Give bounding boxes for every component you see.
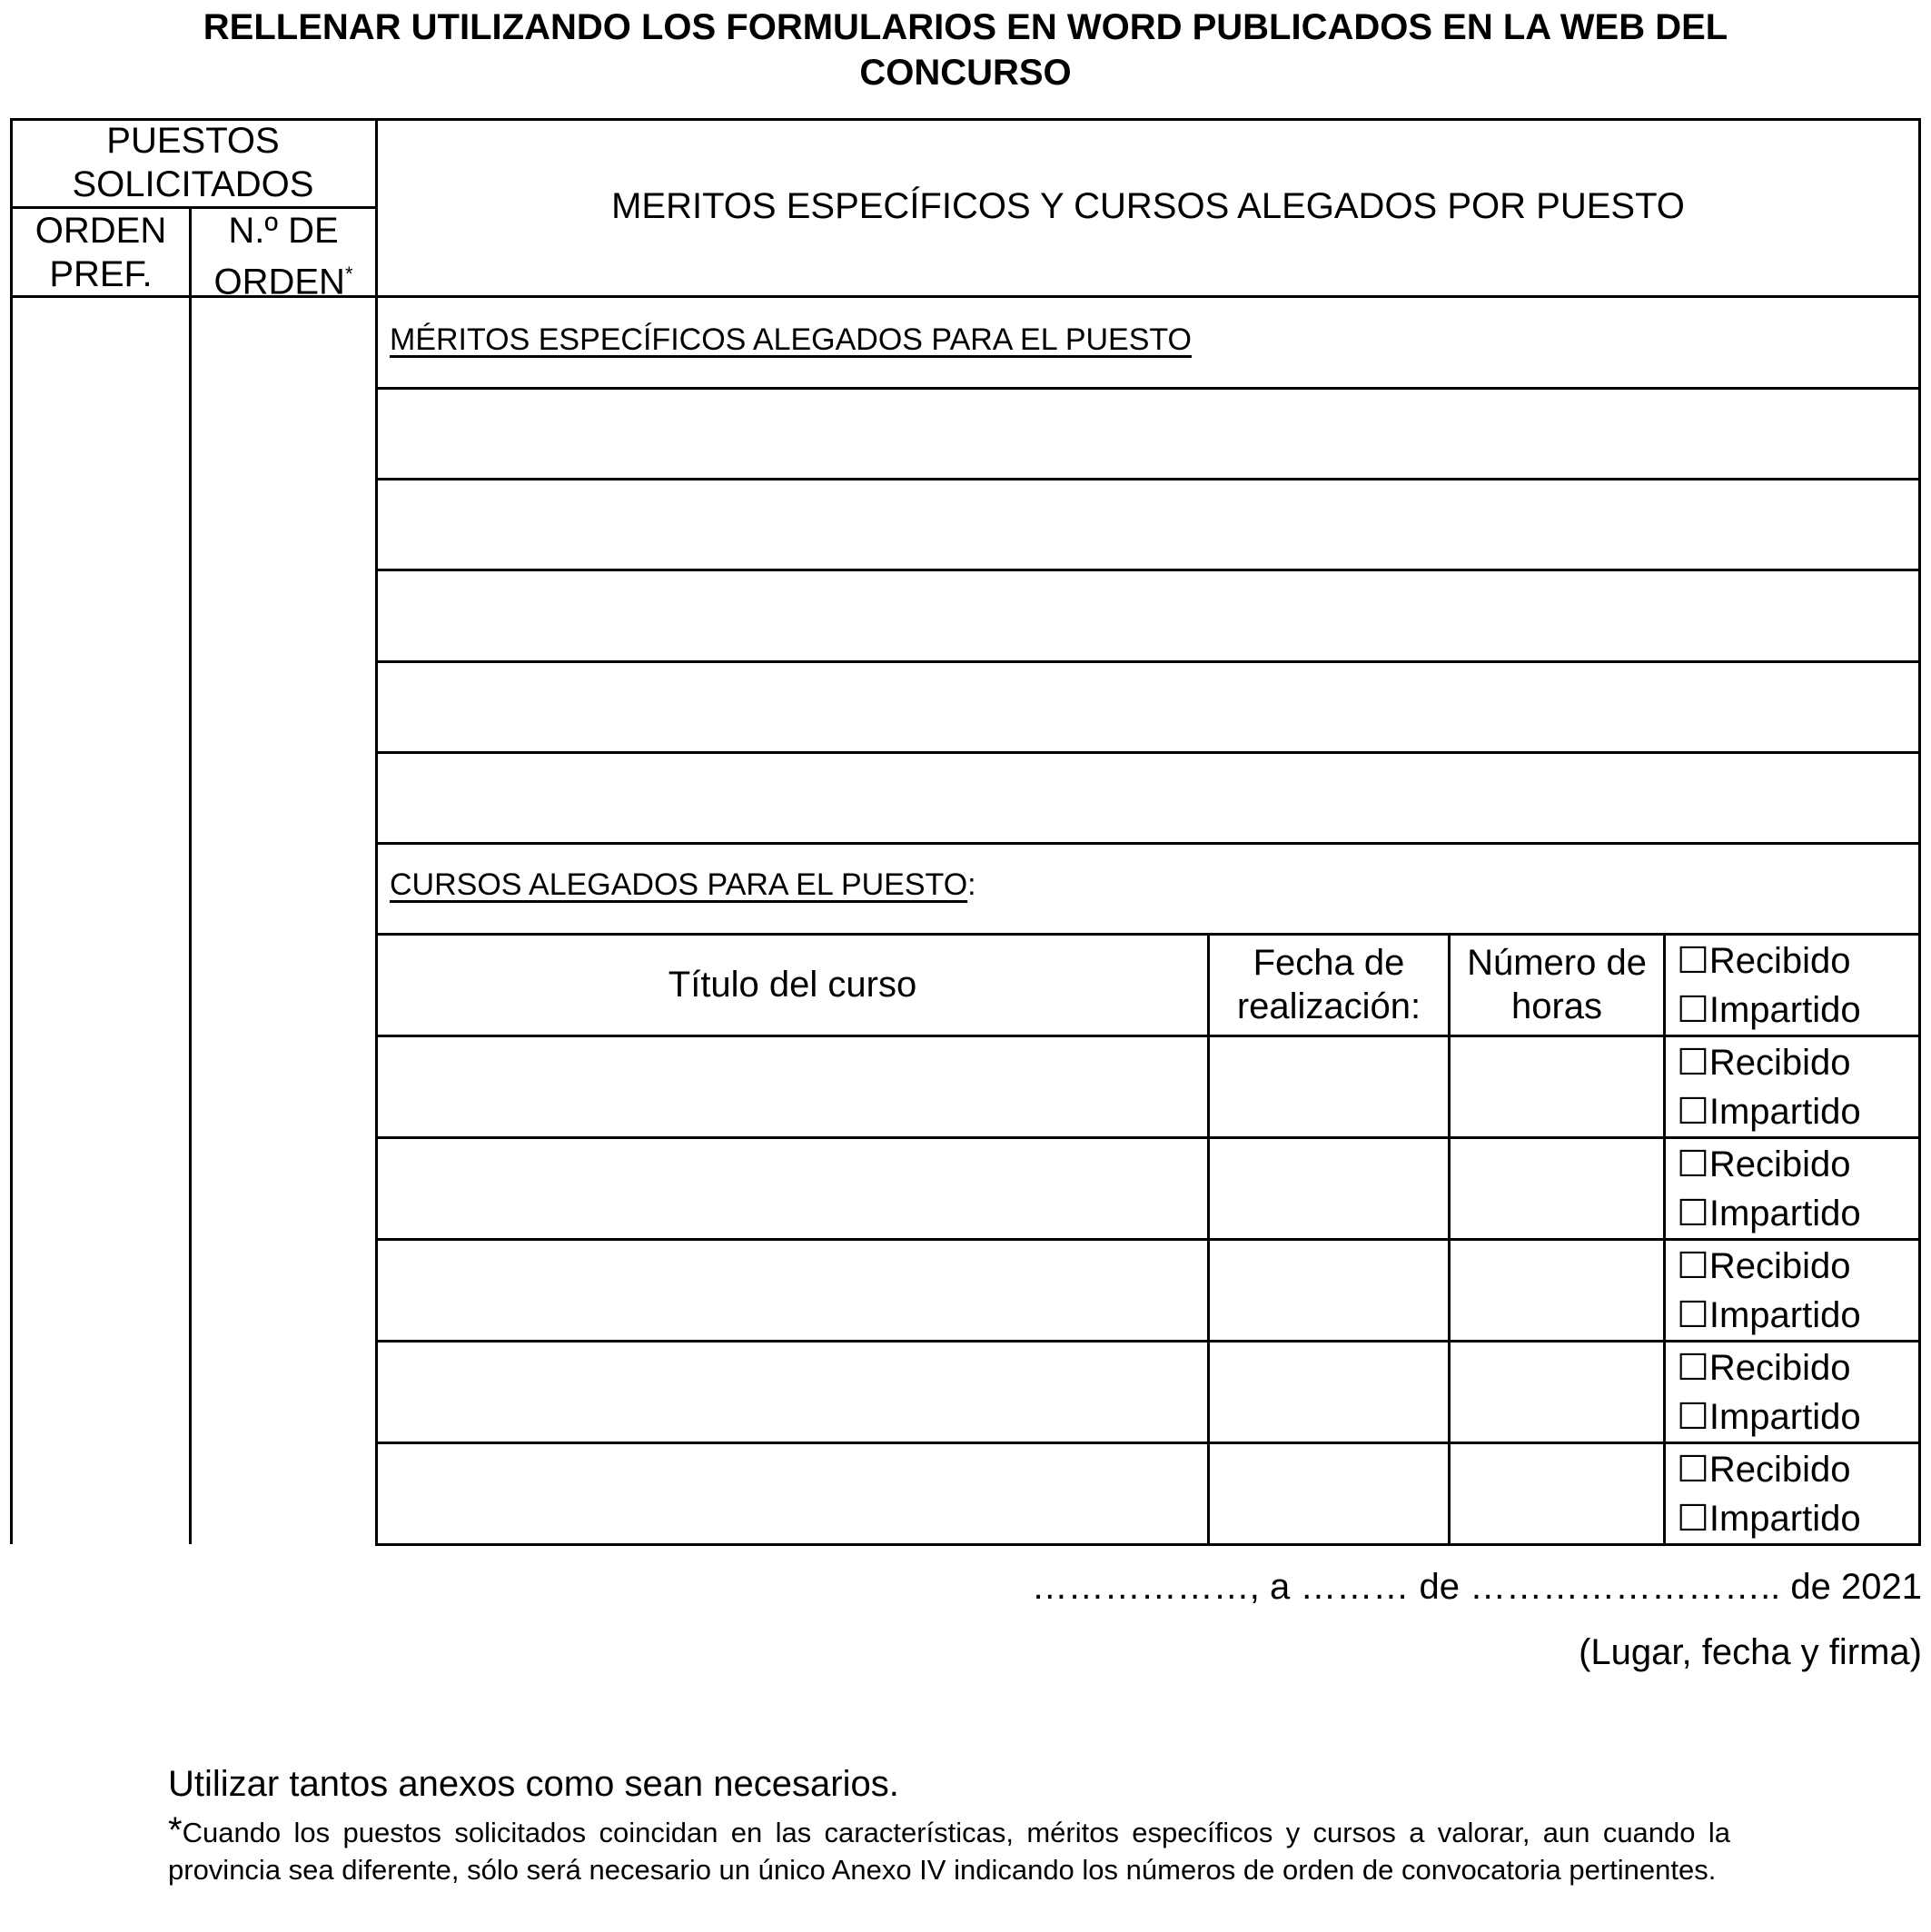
impartido-checkbox[interactable]: ☐Impartido — [1677, 1499, 1861, 1539]
impartido-checkbox[interactable]: ☐Impartido — [1677, 1397, 1861, 1437]
signature-label-text: (Lugar, fecha y firma) — [1579, 1632, 1922, 1672]
impartido-checkbox[interactable]: ☐Impartido — [1677, 1092, 1861, 1132]
meritos-row-line — [375, 660, 1921, 663]
note-detail-text: Cuando los puestos solicitados coincidan en las características, méritos específicos y cursos a valorar, aun cuando la provincia sea diferente, sólo será necesario un único Anexo IV indicando los números de orden de convocatoria pertinentes. — [168, 1817, 1730, 1886]
impartido-checkbox[interactable]: ☐Impartido — [1677, 1295, 1861, 1335]
orden-pref-line1: ORDEN — [35, 211, 167, 251]
table-col-divider-2 — [375, 118, 378, 1544]
num-orden-line2-wrap — [192, 253, 375, 303]
course-col-divider — [1663, 933, 1666, 1544]
course-row-line — [375, 1136, 1921, 1139]
meritos-section-label — [390, 322, 1192, 358]
course-row-line — [375, 1340, 1921, 1342]
puestos-header-line1: PUESTOS — [106, 121, 280, 161]
num-orden-asterisk: * — [344, 263, 353, 285]
course-date-header — [1210, 941, 1448, 1028]
cursos-label-colon: : — [967, 867, 976, 902]
date-place-line — [1032, 1567, 1922, 1608]
course-row-line — [375, 1442, 1921, 1444]
table-right-border — [1918, 118, 1921, 1544]
puestos-solicitados-header — [13, 119, 373, 206]
main-header-text: MERITOS ESPECÍFICOS Y CURSOS ALEGADOS POR PUESTO — [611, 186, 1685, 226]
note-asterisk: * — [168, 1810, 183, 1850]
recibido-checkbox[interactable]: ☐Recibido — [1677, 1450, 1851, 1490]
orden-pref-line2: PREF. — [49, 254, 153, 294]
meritos-row-line — [375, 751, 1921, 754]
course-row-line — [375, 1238, 1921, 1241]
document-title-text: RELLENAR UTILIZANDO LOS FORMULARIOS EN WORD PUBLICADOS EN LA WEB DEL — [203, 7, 1728, 47]
cursos-label-bottom-line — [375, 933, 1921, 936]
meritos-row-line — [375, 569, 1921, 571]
meritos-row-line — [375, 387, 1921, 390]
note-main-text: Utilizar tantos anexos como sean necesarios. — [168, 1764, 899, 1804]
cursos-label-text: CURSOS ALEGADOS PARA EL PUESTO — [390, 867, 968, 902]
course-hours-line2: horas — [1510, 986, 1603, 1026]
course-hours-line1: Número de — [1467, 943, 1647, 983]
recibido-checkbox[interactable]: ☐Recibido — [1677, 1246, 1851, 1286]
course-title-header-text: Título del curso — [668, 965, 917, 1005]
puestos-header-line2: SOLICITADOS — [72, 164, 314, 204]
table-col-divider-1 — [189, 207, 192, 1544]
cursos-section-label — [390, 867, 976, 903]
num-orden-line2: ORDEN — [213, 262, 345, 302]
num-orden-header — [192, 209, 375, 303]
signature-label — [1579, 1632, 1922, 1673]
recibido-checkbox[interactable]: ☐Recibido — [1677, 1144, 1851, 1184]
recibido-checkbox[interactable]: ☐Recibido — [1677, 1348, 1851, 1388]
course-date-line2: realización: — [1236, 986, 1421, 1026]
course-title-header — [378, 963, 1207, 1006]
main-header — [378, 184, 1918, 228]
meritos-row-line — [375, 842, 1921, 845]
recibido-checkbox[interactable]: ☐Recibido — [1677, 941, 1851, 981]
orden-pref-header — [13, 209, 189, 296]
note-detail — [168, 1812, 1730, 1888]
course-hours-header — [1451, 941, 1663, 1028]
recibido-checkbox[interactable]: ☐Recibido — [1677, 1043, 1851, 1083]
table-left-border — [10, 118, 13, 1544]
num-orden-line1: N.º DE — [228, 211, 339, 251]
course-row-line — [375, 1035, 1921, 1037]
note-main — [168, 1764, 899, 1805]
meritos-row-line — [375, 478, 1921, 481]
table-bottom-line — [375, 1543, 1921, 1546]
date-place-text: ………………, a ……… de …………………….. de 2021 — [1031, 1567, 1922, 1607]
impartido-checkbox[interactable]: ☐Impartido — [1677, 1194, 1861, 1234]
course-date-line1: Fecha de — [1253, 943, 1405, 983]
document-title-line1 — [0, 5, 1931, 50]
meritos-label-text: MÉRITOS ESPECÍFICOS ALEGADOS PARA EL PUESTO — [390, 322, 1193, 357]
document-title-line2 — [0, 50, 1931, 95]
document-title-text-2: CONCURSO — [859, 53, 1072, 93]
impartido-checkbox[interactable]: ☐Impartido — [1677, 990, 1861, 1030]
